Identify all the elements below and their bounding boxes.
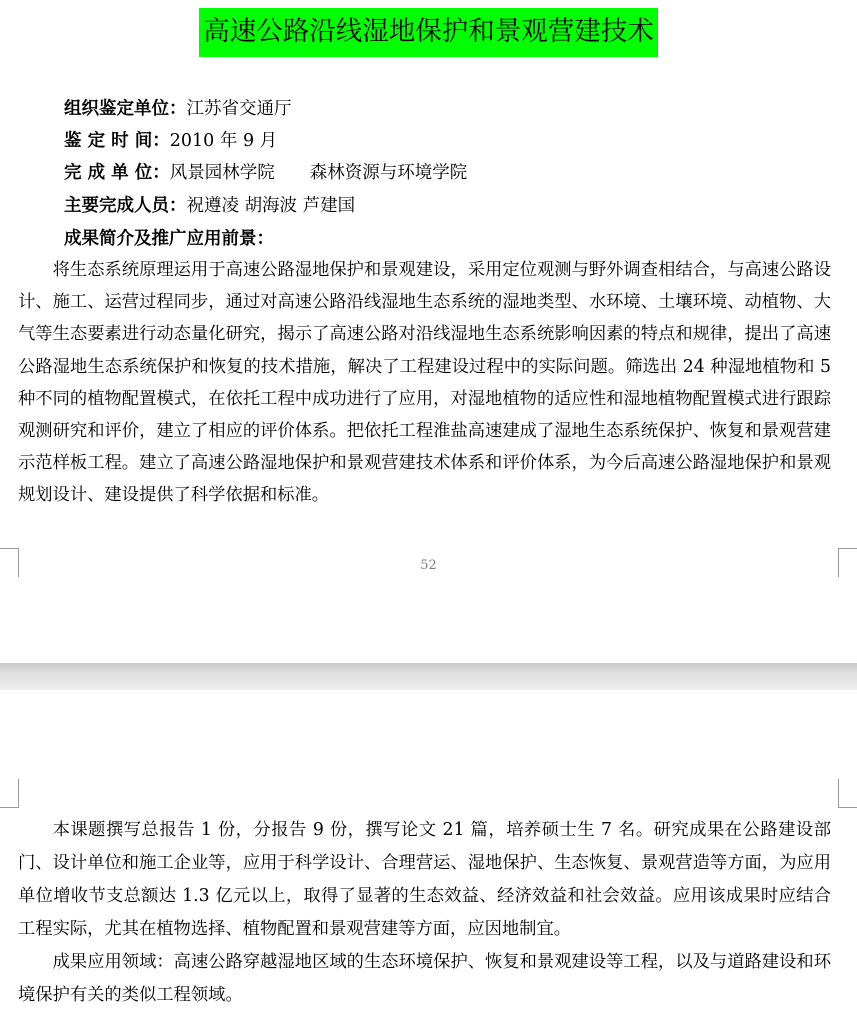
document-title: 高速公路沿线湿地保护和景观营建技术 bbox=[199, 8, 658, 57]
application-field-paragraph: 成果应用领域：高速公路穿越湿地区域的生态环境保护、恢复和景观建设等工程，以及与道路建设和环境保护有关的类似工程领域。 bbox=[18, 952, 831, 1005]
page-corner-mark bbox=[838, 779, 857, 808]
document-page-2 bbox=[0, 690, 857, 1013]
field-value: 祝遵凌 胡海波 芦建国 bbox=[186, 196, 356, 216]
field-label: 完 成 单 位： bbox=[64, 163, 170, 183]
field-label: 组织鉴定单位： bbox=[64, 99, 187, 119]
results-paragraph: 本课题撰写总报告 1 份，分报告 9 份，撰写论文 21 篇，培养硕士生 7 名。研究成果在公路建设部门、设计单位和施工企业等，应用于科学设计、合理营运、湿地保护、生态恢复、景观营造等方面，为应用单位增收节支总额达 1.3 亿元以上，取得了显著的生态效益、经济效益和社会效益。应用该成果时应结合工程实际，尤其在植物选择、植物配置和景观营建等方面，应因地制宜。 bbox=[18, 820, 831, 939]
field-organization bbox=[64, 97, 292, 121]
page-number: 52 bbox=[420, 558, 437, 573]
field-value: 2010 年 9 月 bbox=[169, 131, 278, 151]
page-corner-mark bbox=[838, 548, 857, 577]
field-value: 风景园林学院 森林资源与环境学院 bbox=[169, 163, 468, 183]
field-summary-heading bbox=[64, 227, 274, 251]
title-wrap bbox=[0, 8, 857, 57]
field-label: 主要完成人员： bbox=[64, 196, 187, 216]
field-completing-unit bbox=[64, 161, 467, 185]
page-separator bbox=[0, 663, 857, 690]
field-value: 江苏省交通厅 bbox=[186, 99, 292, 119]
page-corner-mark bbox=[0, 779, 19, 808]
section-heading: 成果简介及推广应用前景： bbox=[64, 229, 274, 249]
field-label: 鉴 定 时 间： bbox=[64, 131, 170, 151]
summary-paragraph: 将生态系统原理运用于高速公路湿地保护和景观建设，采用定位观测与野外调查相结合，与高速公路设计、施工、运营过程同步，通过对高速公路沿线湿地生态系统的湿地类型、水环境、土壤环境、动植物、大气等生态要素进行动态量化研究，揭示了高速公路对沿线湿地生态系统影响因素的特点和规律，提出了高速公路湿地生态系统保护和恢复的技术措施，解决了工程建设过程中的实际问题。筛选出 24 种湿地植物和 5 种不同的植物配置模式，在依托工程中成功进行了应用，对湿地植物的适应性和湿地植物配置模式进行跟踪观测研究和评价，建立了相应的评价体系。把依托工程淮盐高速建成了湿地生态系统保护、恢复和景观营建示范样板工程。建立了高速公路湿地保护和景观营建技术体系和评价体系，为今后高速公路湿地保护和景观规划设计、建设提供了科学依据和标准。 bbox=[18, 260, 831, 506]
field-appraisal-date bbox=[64, 129, 277, 153]
field-main-personnel bbox=[64, 194, 355, 218]
